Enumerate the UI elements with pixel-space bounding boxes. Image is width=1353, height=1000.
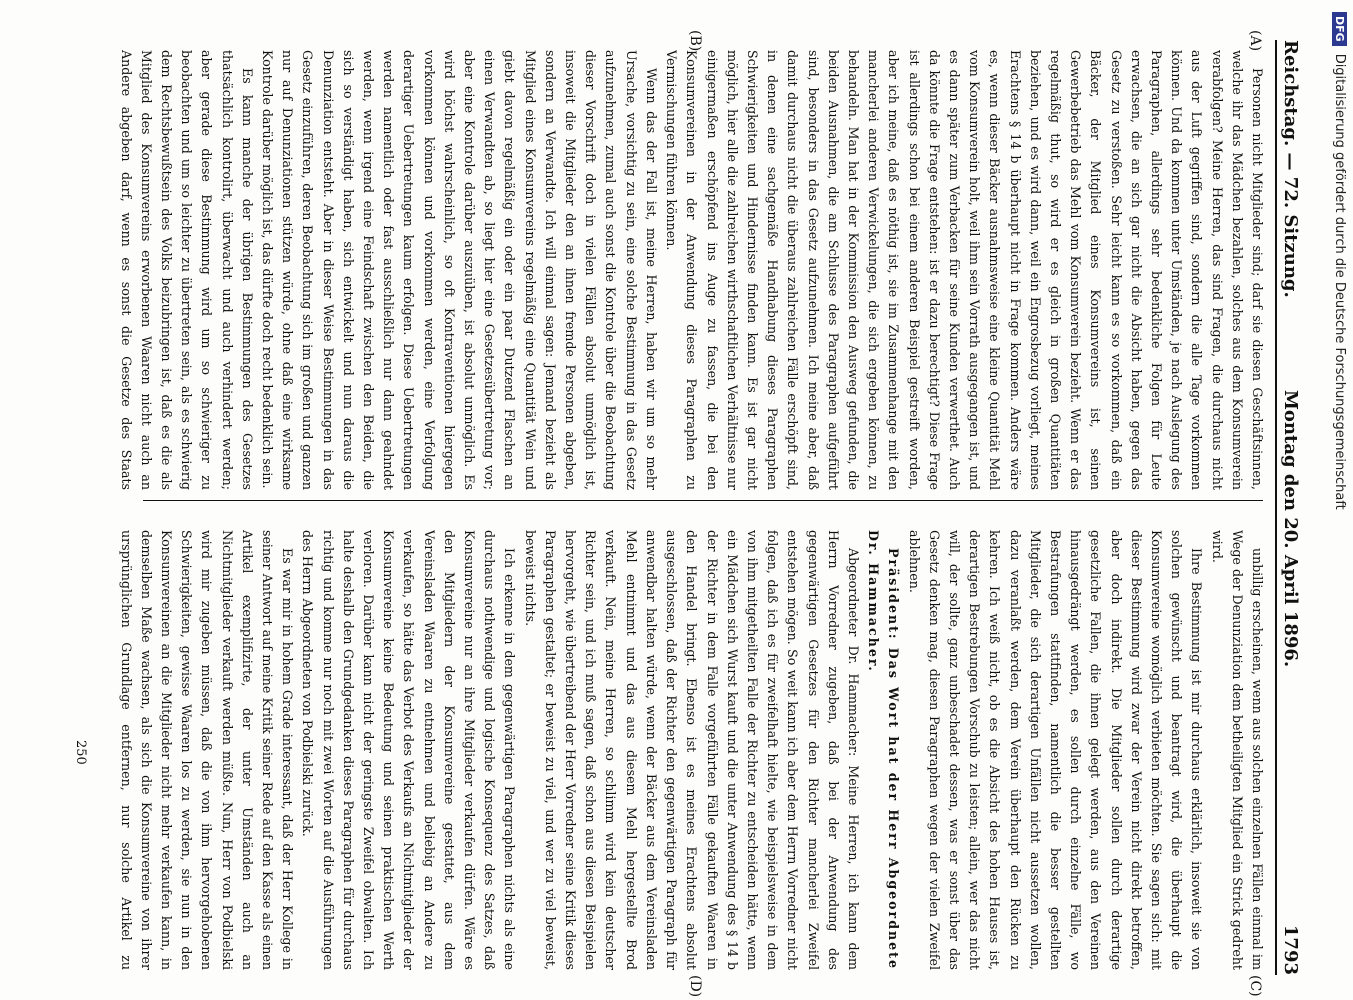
right-paragraph-6: Es war mir in hohem Grade interessant, daß der Herr Kollege in seiner Antwort auf meine Kritik seiner Rede auf den Kasse als einen Artikel exemplifizirte, der unter Umständen auch an Nichtmitglieder verkauft werden müßte. Nun, Herr von Podbielski wird mir zugeben müssen, daß die von ihm hervorgehobenen Schwierigkeiten, gewisse Waaren los zu werden, sie nun in den Konsumvereinen an die Mitglieder nicht mehr verkaufen kann, in demselben Maße wachsen, als sich die Konsumvereine von ihrer ursprünglichen Grundlage entfernen, nur solche Artikel zu xyxy=(118,530,296,970)
left-paragraph-2: Wenn das der Fall ist, meine Herren, haben wir um so mehr Ursache, vorsichtig zu sein, eine solche Bestimmung in das Gesetz aufzunehmen, zumal auch sonst die Kontrole über die Beobachtung dieser Vorschrift doch in vielen Fällen absolut unmöglich ist, insoweit die Mitglieder den an ihnen fremde Personen abgeben, sondern an Verwandte. Ich will einmal sagen: Jemand bezieht als Mitglied eines Konsumvereins regelmäßig eine Quantität Wein und giebt davon regelmäßig ein oder ein paar Dutzend Flaschen an einen Verwandten ab, so liegt hier eine Gesetzesübertretung vor; aber eine Kontrole darüber auszuüben, ist absolut unmöglich. Es wird höchst wahrscheinlich, so oft Kontraventionen hiergegen vorkommen können und vorkommen werden, eine Verfolgung derartiger Uebertretungen kaum erfolgen. Diese Uebertretungen werden namentlich oder fast ausschließlich nur dann geahndet werden, wenn irgend eine Feindschaft zwischen den Beiden, die sich so verständigt haben, sich entwickelt und nun daraus die Denunziation entsteht. Aber in dieser Weise Bestimmungen in das Gesetz einzuführen, deren Beobachtung sich im großen und ganzen nur auf Denunziationen stützen würde, ohne daß eine wirksame Kontrole darüber möglich ist, das dürfte doch recht bedenklich sein. xyxy=(260,50,659,490)
margin-letter-c: (C) xyxy=(1247,975,1263,997)
column-divider xyxy=(143,500,1263,501)
left-paragraph-3: Es kann manche der übrigen Bestimmungen des Gesetzes thatsächlich kontrolirt, überwacht und auch verhindert werden; aber gerade diese Bestimmung wird um so schwieriger zu beobachten und um so leichter zu übertreten sein, als es schwierig dem Rechtsbewußtsein des Volks beizubringen ist, daß es die als Mitglied des Konsumvereins erworbenen Waaren nicht auch an Andere abgeben darf, wenn es sonst die Gesetze des Staats xyxy=(118,50,255,490)
right-paragraph-1: unbillig erscheinen, wenn aus solchen einzelnen Fällen einmal im Wege der Denunziation dem betheiligten Mitglied ein Strick gedreht wird. xyxy=(1209,530,1265,970)
right-column xyxy=(117,530,1267,970)
left-paragraph-1: Personen nicht Mitglieder sind; darf sie diesen Geschäftsinnen, welche ihr das Mädchen bezahlen, solches aus dem Konsumverein verabfolgen? Meine Herren, das sind Fragen, die durchaus nicht aus der Luft gegriffen sind, sondern die alle Tage vorkommen können. Und da kommen unter Umständen, je nach Auslegung des Paragraphen, allerdings sehr bedenkliche Folgen für Leute erwachsen, die an sich gar nicht die Absicht haben, gegen das Gesetz zu verstoßen. Sehr leicht kann es so vorkommen, daß ein Bäcker, der Mitglied eines Konsumvereins ist, seinen Gewerbebetrieb das Mehl vom Konsumverein bezieht. Wenn er das regelmäßig thut, so wird er es gleich in großen Quantitäten beziehen, und es wird dann, weil ein Engrosbezug vorliegt, meines Erachtens § 14 b überhaupt nicht in Frage kommen. Anders wäre es, wenn dieser Bäcker ausnahmsweise eine kleine Quantität Mehl vom Konsumverein holt, weil ihm sein Vorrath ausgegangen ist, und es dann später zum Verbacken für seine Kunden verwerthet. Auch da könnte die Frage entstehen: ist er dazu berechtigt? Diese Frage ist allerdings schon bei einem anderen Beispiel gestreift worden, aber ich meine, daß es nöthig ist, sie im Zusammenhange mit den mancherlei anderen Verwickelungen, die sich ergeben können, zu behandeln. Man hat in der Kommission den Ausweg gefunden, die beiden Ausnahmen, die am Schlusse des Paragraphen aufgeführt sind, besonders in das Gesetz aufzunehmen. Ich meine aber, daß damit durchaus nicht die überaus zahlreichen Fälle erschöpft sind, in denen eine sachgemäße Handhabung dieses Paragraphen Schwierigkeiten und Hindernisse finden kann. Es ist gar nicht möglich, hier alle die zahlreichen wirthschaftlichen Verhältnisse nur einigermaßen erschöpfend ins Auge zu fassen, die bei den Konsumvereinen in der Anwendung dieses Paragraphen zu Vermischungen führen können. xyxy=(664,50,1265,490)
header-session: Reichstag. — 72. Sitzung. xyxy=(1280,40,1301,298)
header-page-number: 1793 xyxy=(1280,924,1301,975)
margin-letter-d: (D) xyxy=(687,975,703,998)
right-paragraph-5: Ich erkenne in dem gegenwärtigen Paragraphen nichts als eine durchaus nothwendige und logische Konsequenz des Satzes, daß Konsumvereine nur an ihre Mitglieder verkaufen dürfen. Wäre es den Mitgliedern der Konsumvereine gestattet, aus dem Vereinsladen Waaren zu entnehmen und beliebig an Andere zu verkaufen, so hätte das Verbot des Verkaufs an Nichtmitglieder der Konsumvereine keine Bedeutung und seinen praktischen Werth verloren. Darüber kann nicht der geringste Zweifel obwalten. Ich halte deshalb den Grundgedanken dieses Paragraphen für durchaus richtig und komme nur noch mit zwei Worten auf die Ausführungen des Herrn Abgeordneten von Podbielski zurück. xyxy=(300,530,518,970)
dfg-logo: DFG xyxy=(1333,12,1348,46)
digitization-credit-text: Digitalisierung gefördert durch die Deutsche Forschungsgemeinschaft xyxy=(1332,53,1348,510)
right-paragraph-2: Ihre Bestimmung ist mir durchaus erklärlich, insoweit sie von solchen gewünscht und beantragt wird, die überhaupt die Konsumvereine womöglich verbieten möchten. Sie sagen sich: mit dieser Bestimmung wird zwar der Verein nicht direkt betroffen, aber doch indirekt. Die Mitglieder sollen durch derartige gesetzliche Fallen, die ihnen gelegt werden, aus den Vereinen hinausgedrängt werden, es sollen durch einzelne Fälle, wo Bestrafungen stattfinden, namentlich die besser gestellten Mitglieder, die sich derartigen Unfällen nicht aussetzen wollen, dazu veranlaßt werden, dem Verein überhaupt den Rücken zu kehren. Ich weiß nicht, ob es die Absicht des hohen Hauses ist, derartigen Bestrebungen Vorschub zu leisten; allein, wer das nicht will, der sollte, ganz unbeschadet dessen, was er sonst über das Gesetz denken mag, diesen Paragraphen wegen der vielen Zweifel ablehnen. xyxy=(906,530,1205,970)
left-column xyxy=(117,50,1267,490)
header-date: Montag den 20. April 1896. xyxy=(1280,390,1301,668)
right-paragraph-4: Abgeordneter Dr. Hammacher: Meine Herren, ich kann dem Herrn Vorredner zugeben, daß bei der Anwendung des gegenwärtigen Gesetzes für den Richter mancherlei Zweifel entstehen mögen. So weit kann ich aber dem Herrn Vorredner nicht folgen, daß ich es für zweifelhaft hielte, wie beispielsweise in dem von ihm mitgetheilten Falle der Richter zu entscheiden hätte, wenn ein Mädchen sich Wurst kauft und die unter Anwendung des § 14 b der Richter in dem Falle vorgeführten Fälle gekauften Waaren in den Handel bringt. Ebenso ist es meines Erachtens absolut ausgeschlossen, daß der Richter den gegenwärtigen Paragraph für anwendbar halten würde, wenn der Bäcker aus dem Vereinsladen Mehl entnimmt und das aus diesem Mehl hergestellte Brod verkauft. Nein, meine Herren, so schlimm wird kein deutscher Richter sein, und ich muß sagen, daß schon aus diesen Beispielen hervorgeht, wie übertreibend der Herr Vorredner seine Kritik dieses Paragraphen gestaltet; er beweist zu viel, und wer zu viel beweist, beweist nichts. xyxy=(522,530,861,970)
footer-page-number: 250 xyxy=(73,740,88,765)
margin-letter-b: (B) xyxy=(687,30,703,52)
page-header xyxy=(1275,40,1301,975)
digitization-credit xyxy=(1327,0,1353,1000)
margin-letter-a: (A) xyxy=(1247,30,1263,52)
right-paragraph-3: Präsident: Das Wort hat der Herr Abgeordnete Dr. Hammacher. xyxy=(866,530,902,970)
